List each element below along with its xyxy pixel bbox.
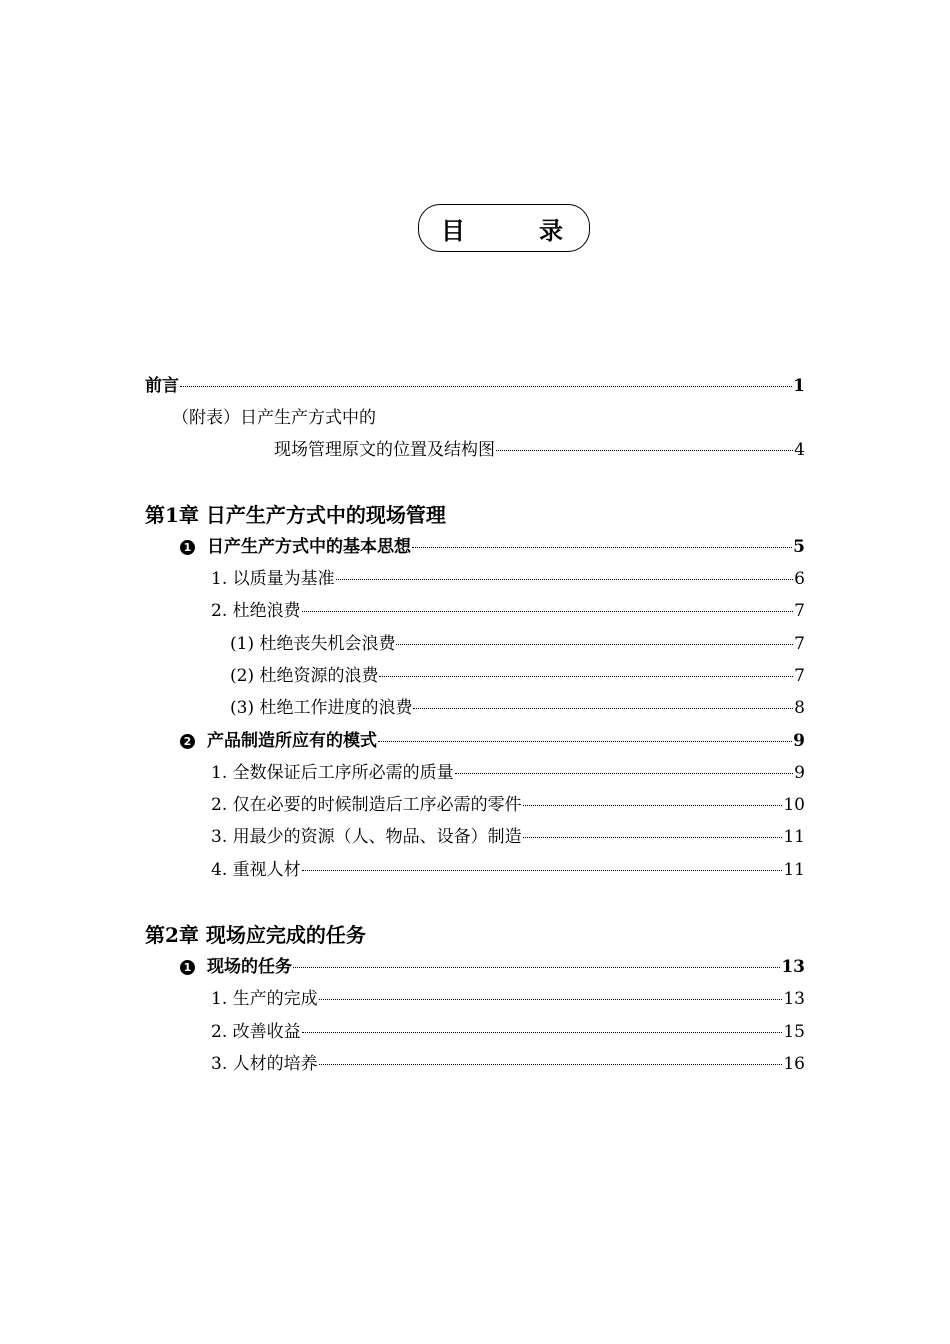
dot-leader xyxy=(336,579,794,580)
dot-leader xyxy=(496,450,793,451)
dot-leader xyxy=(379,676,793,677)
numbered-bullet-icon: 1 xyxy=(180,960,195,975)
dot-leader xyxy=(319,999,783,1000)
toc-entry-label: 1. 以质量为基准 xyxy=(211,569,335,589)
toc-entry-page: 11 xyxy=(783,860,805,880)
toc-entry-label: 现场管理原文的位置及结构图 xyxy=(274,440,495,460)
dot-leader xyxy=(412,547,792,548)
toc-entry-page: 7 xyxy=(794,666,805,686)
toc-entry-ch2-section-1[interactable] xyxy=(180,956,805,978)
toc-entry-page: 7 xyxy=(794,634,805,654)
toc-entry-page: 4 xyxy=(794,440,805,460)
toc-title-char-1: 目 xyxy=(441,215,465,245)
toc-entry-page: 10 xyxy=(783,795,805,815)
toc-entry[interactable] xyxy=(230,633,805,655)
toc-entry[interactable] xyxy=(211,859,805,881)
toc-entry-label: (3) 杜绝工作进度的浪费 xyxy=(230,698,413,718)
toc-entry-page: 9 xyxy=(793,731,805,751)
toc-entry-ch1-section-2[interactable] xyxy=(180,730,805,752)
toc-entry-preface[interactable] xyxy=(145,375,805,397)
toc-entry[interactable] xyxy=(230,665,805,687)
toc-entry-label: 1. 全数保证后工序所必需的质量 xyxy=(211,763,454,783)
toc-entry[interactable] xyxy=(211,988,805,1010)
toc-entry-label: 4. 重视人材 xyxy=(211,860,301,880)
toc-entry-page: 13 xyxy=(783,989,805,1009)
toc-entry-appendix[interactable] xyxy=(274,439,805,461)
toc-entry-page: 6 xyxy=(794,569,805,589)
toc-entry-label: 2. 仅在必要的时候制造后工序必需的零件 xyxy=(211,795,522,815)
toc-entry[interactable] xyxy=(211,762,805,784)
toc-entry-page: 7 xyxy=(794,601,805,621)
toc-entry-page: 1 xyxy=(793,376,805,396)
toc-entry-label: 2. 改善收益 xyxy=(211,1022,301,1042)
toc-entry-page: 8 xyxy=(794,698,805,718)
toc-entry[interactable] xyxy=(211,826,805,848)
toc-entry[interactable] xyxy=(211,1021,805,1043)
dot-leader xyxy=(302,870,783,871)
chapter-1-heading[interactable]: 第1章 日产生产方式中的现场管理 xyxy=(145,503,446,527)
toc-entry-label: 3. 人材的培养 xyxy=(211,1054,318,1074)
toc-entry-page: 5 xyxy=(793,537,805,557)
dot-leader xyxy=(378,741,792,742)
toc-title-char-2: 录 xyxy=(539,215,563,245)
toc-entry-page: 11 xyxy=(783,827,805,847)
dot-leader xyxy=(523,805,783,806)
dot-leader xyxy=(293,967,780,968)
toc-entry-label: 日产生产方式中的基本思想 xyxy=(207,537,411,557)
toc-entry-ch1-section-1[interactable] xyxy=(180,536,805,558)
dot-leader xyxy=(180,386,792,387)
toc-entry[interactable] xyxy=(230,697,805,719)
toc-entry[interactable] xyxy=(211,568,805,590)
toc-entry-page: 15 xyxy=(783,1022,805,1042)
toc-entry-label: (1) 杜绝丧失机会浪费 xyxy=(230,634,396,654)
numbered-bullet-icon: 2 xyxy=(180,734,195,749)
toc-entry-label: 3. 用最少的资源（人、物品、设备）制造 xyxy=(211,827,522,847)
dot-leader xyxy=(319,1064,783,1065)
dot-leader xyxy=(396,644,793,645)
toc-entry[interactable] xyxy=(211,794,805,816)
toc-entry-page: 16 xyxy=(783,1054,805,1074)
toc-entry[interactable] xyxy=(211,600,805,622)
dot-leader xyxy=(523,837,783,838)
toc-title xyxy=(418,204,590,252)
toc-entry-label: 2. 杜绝浪费 xyxy=(211,601,301,621)
toc-entry-page: 13 xyxy=(781,957,805,977)
toc-entry-label: (2) 杜绝资源的浪费 xyxy=(230,666,379,686)
toc-entry-label: 现场的任务 xyxy=(207,957,292,977)
toc-entry-appendix-line1: （附表）日产生产方式中的 xyxy=(172,408,376,428)
numbered-bullet-icon: 1 xyxy=(180,540,195,555)
chapter-2-heading[interactable]: 第2章 现场应完成的任务 xyxy=(145,923,366,947)
dot-leader xyxy=(302,611,794,612)
toc-entry-label: 前言 xyxy=(145,376,179,396)
toc-entry-label: 产品制造所应有的模式 xyxy=(207,731,377,751)
dot-leader xyxy=(455,773,794,774)
dot-leader xyxy=(413,708,793,709)
toc-entry[interactable] xyxy=(211,1053,805,1075)
toc-entry-label: 1. 生产的完成 xyxy=(211,989,318,1009)
dot-leader xyxy=(302,1032,783,1033)
toc-entry-page: 9 xyxy=(794,763,805,783)
